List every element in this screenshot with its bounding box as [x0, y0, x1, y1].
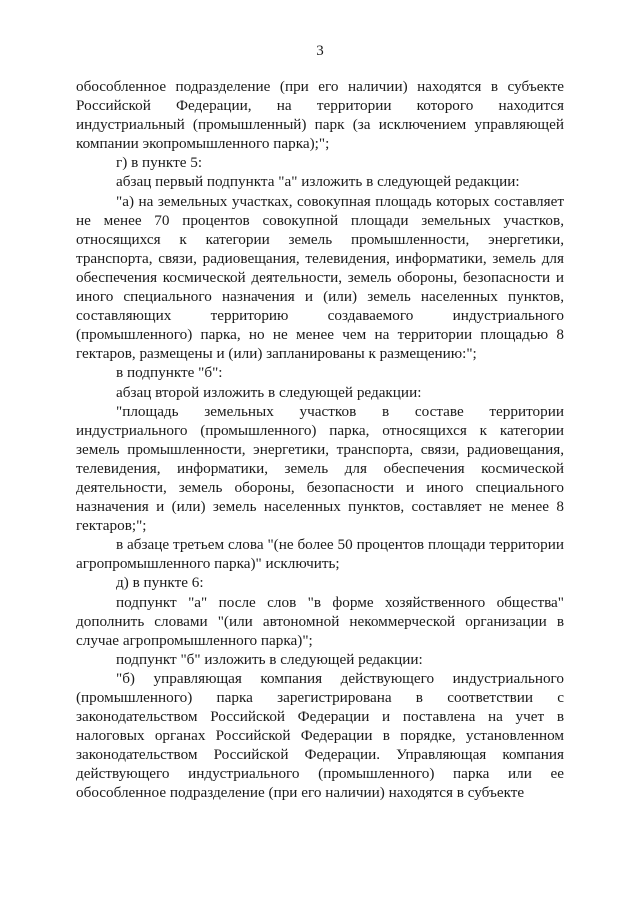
- paragraph-quote-area: "площадь земельных участков в составе территории индустриального (промышленного) парка, относящихся к категории земель промышленности, энергетики, транспорта, связи, радиовещания, телевидения, информатики, земель для обеспечения космической деятельности, земель обороны, безопасности и иного специального назначения и (или) земель населенных пунктов, составляет не менее 8 гектаров;";: [76, 402, 564, 535]
- document-body: [76, 77, 564, 803]
- paragraph-item-g: г) в пункте 5:: [116, 154, 203, 172]
- paragraph-quote-b: "б) управляющая компания действующего индустриального (промышленного) парка зарегистрирована в соответствии с законодательством Российской Федерации и поставлена на учет в налоговых органах Российской Федерации в порядке, установленном законодательством Российской Федерации. Управляющая компания действующего индустриального (промышленного) парка или ее обособленное подразделение (при его наличии) находятся в субъекте: [76, 669, 564, 802]
- paragraph-instruction: в абзаце третьем слова "(не более 50 процентов площади территории агропромышленного парка)" исключить;: [76, 536, 564, 573]
- page-number: 3: [316, 43, 324, 59]
- paragraph-instruction: в подпункте "б":: [116, 364, 223, 382]
- paragraph-instruction: подпункт "б" изложить в следующей редакции:: [116, 650, 423, 668]
- paragraph-instruction: абзац первый подпункта "а" изложить в следующей редакции:: [116, 173, 520, 191]
- paragraph-item-d: д) в пункте 6:: [116, 574, 204, 592]
- paragraph-instruction: подпункт "а" после слов "в форме хозяйственного общества" дополнить словами "(или автономной некоммерческой организации в случае агропромышленного парка)";: [76, 593, 564, 649]
- paragraph-continuation: обособленное подразделение (при его наличии) находятся в субъекте Российской Федерации, на территории которого находится индустриальный (промышленный) парк (за исключением управляющей компании экопромышленного парка);";: [76, 78, 564, 153]
- paragraph-instruction: абзац второй изложить в следующей редакции:: [116, 383, 422, 401]
- paragraph-quote-a: "а) на земельных участках, совокупная площадь которых составляет не менее 70 процентов совокупной площади земельных участков, относящихся к категории земель промышленности, энергетики, транспорта, связи, радиовещания, телевидения, информатики, земель для обеспечения космической деятельности, земель обороны, безопасности и иного специального назначения и (или) земель населенных пунктов, составляющих территорию создаваемого индустриального (промышленного) парка, но не менее чем на территории площадью 8 гектаров, размещены и (или) запланированы к размещению:";: [76, 192, 564, 363]
